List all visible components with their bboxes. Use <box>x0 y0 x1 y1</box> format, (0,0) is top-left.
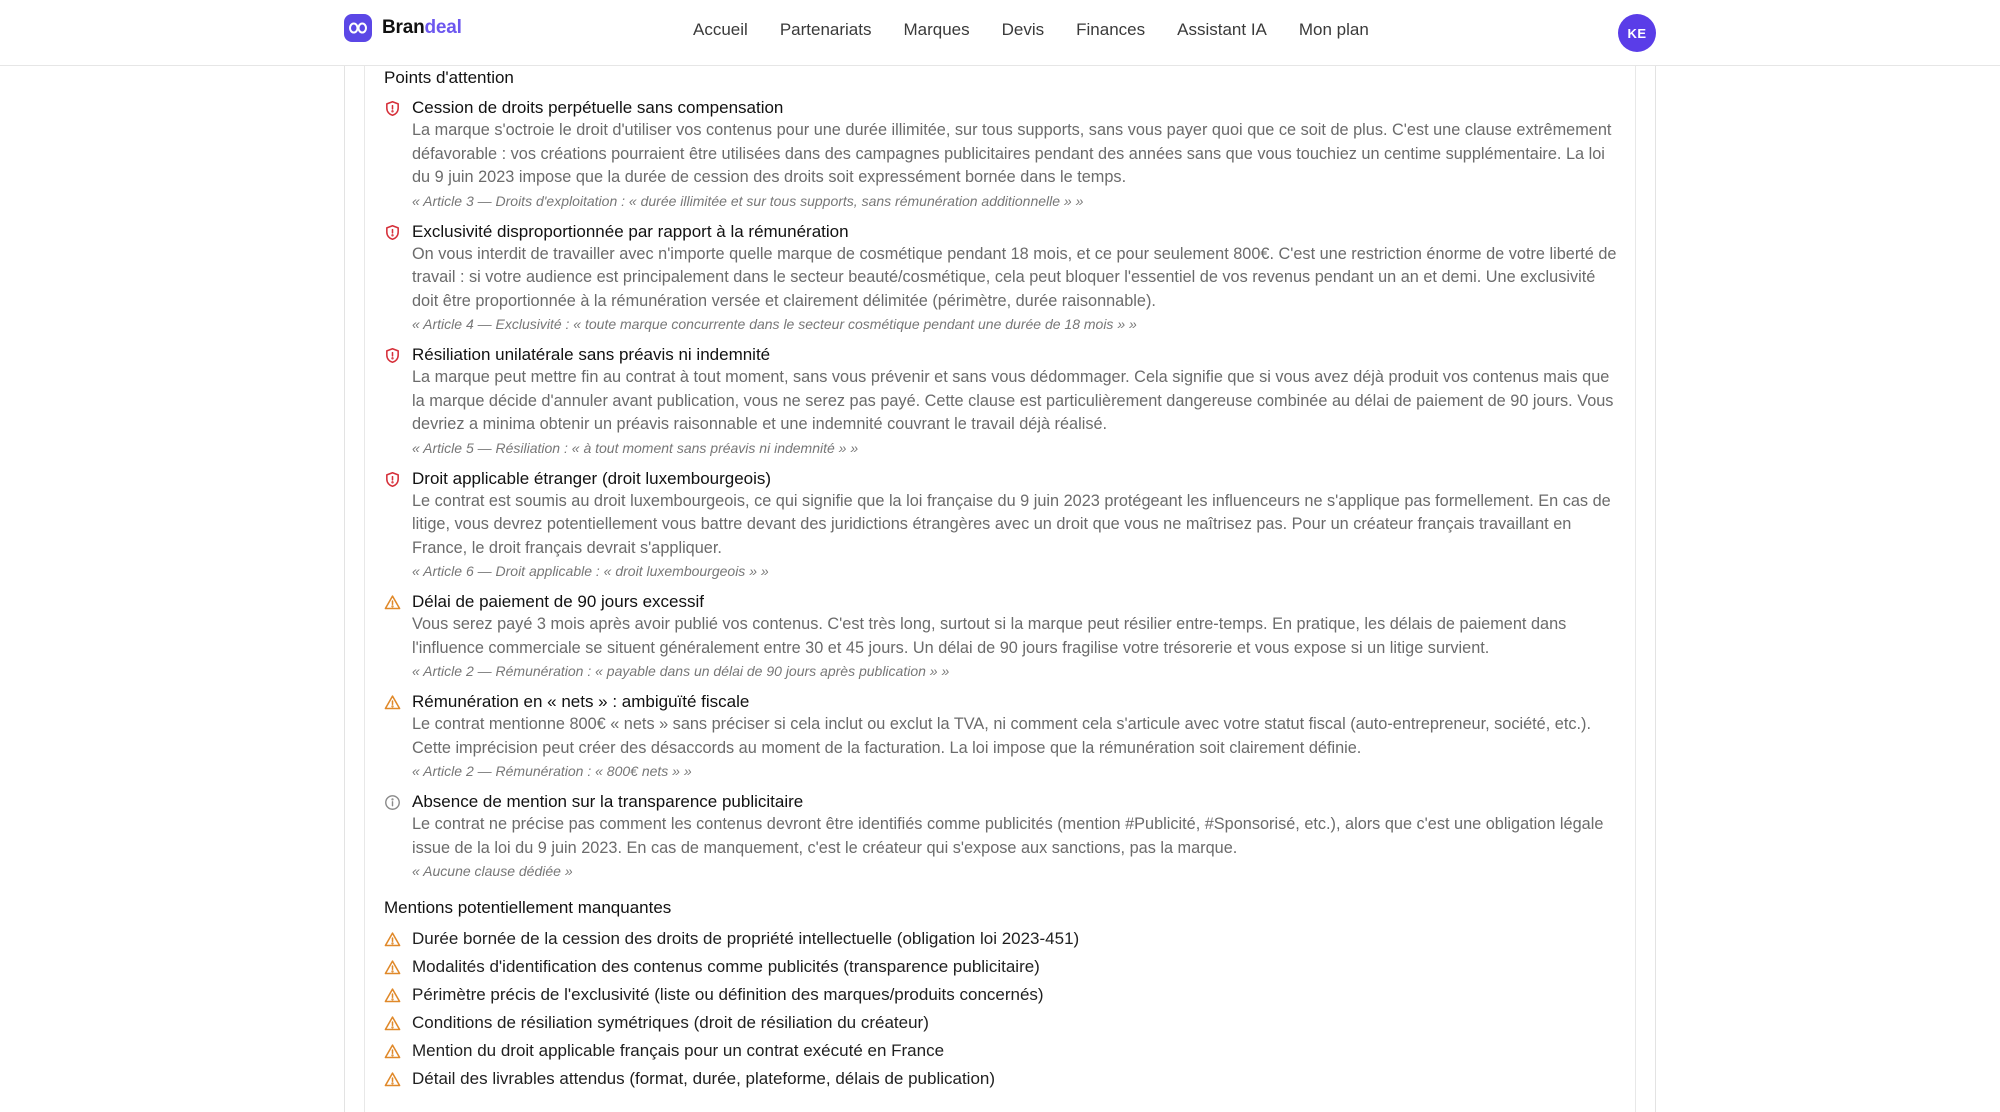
attention-point-description: La marque s'octroie le droit d'utiliser vos contenus pour une durée illimitée, sur tous supports, sans vous payer quoi que ce soit de plus. C'est une clause extrêmement défavorable : vos créations pourraient être utilisées dans des campagnes publicitaires pendant des années sans que vous touchiez un centime supplémentaire. La loi du 9 juin 2023 impose que la durée de cession des droits soit expressément bornée dans le temps. <box>412 121 1612 186</box>
missing-mention-item <box>384 1065 1624 1093</box>
attention-point-body <box>412 468 1624 582</box>
nav-item-assistant-ia[interactable]: Assistant IA <box>1177 20 1267 39</box>
attention-point <box>384 468 1624 582</box>
missing-mentions-list <box>384 925 1624 1093</box>
attention-point <box>384 97 1624 211</box>
attention-point-quote: « Article 2 — Rémunération : « payable dans un délai de 90 jours après publication » » <box>412 663 950 679</box>
missing-mention-text: Mention du droit applicable français pour un contrat exécuté en France <box>412 1041 945 1060</box>
attention-point <box>384 691 1624 781</box>
attention-point <box>384 344 1624 458</box>
missing-mention-text: Conditions de résiliation symétriques (droit de résiliation du créateur) <box>412 1013 929 1032</box>
attention-point-quote: « Article 5 — Résiliation : « à tout moment sans préavis ni indemnité » » <box>412 439 859 456</box>
nav-item-marques[interactable]: Marques <box>903 20 970 39</box>
attention-point <box>384 791 1624 881</box>
warning-triangle-icon <box>384 591 412 681</box>
warning-triangle-icon <box>384 931 412 948</box>
missing-mention-item <box>384 925 1624 953</box>
attention-point-description: Le contrat mentionne 800€ « nets » sans préciser si cela inclut ou exclut la TVA, ni comment cela s'articule avec votre statut fiscal (auto-entrepreneur, société, etc.). Cette imprécision peut créer des désaccords au moment de la facturation. La loi impose que la rémunération soit clairement définie. <box>412 715 1591 757</box>
main-nav <box>693 20 1369 40</box>
attention-point-description: Le contrat ne précise pas comment les contenus devront être identifiés comme publicités (mention #Publicité, #Sponsorisé, etc.), alors que c'est une obligation légale issue de la loi du 9 juin 2023. En cas de manquement, c'est le créateur qui s'expose aux sanctions, pas la marque. <box>412 815 1604 857</box>
top-navbar <box>0 0 2000 66</box>
attention-point-body <box>412 344 1624 458</box>
attention-points-list <box>384 97 1624 881</box>
attention-point-quote: « Article 3 — Droits d'exploitation : « durée illimitée et sur tous supports, sans rémunération additionnelle » » <box>412 192 1084 209</box>
missing-mention-text: Durée bornée de la cession des droits de propriété intellectuelle (obligation loi 2023-451) <box>412 929 1080 948</box>
attention-point-title: Absence de mention sur la transparence publicitaire <box>412 792 804 811</box>
attention-point-body <box>412 591 1624 681</box>
attention-point-body <box>412 691 1624 781</box>
info-circle-icon <box>384 791 412 881</box>
attention-point-quote: « Aucune clause dédiée » <box>412 863 573 879</box>
warning-triangle-icon <box>384 987 412 1004</box>
missing-mention-item <box>384 953 1624 981</box>
warning-triangle-icon <box>384 1043 412 1060</box>
shield-alert-icon <box>384 97 412 211</box>
attention-point-title: Cession de droits perpétuelle sans compensation <box>412 98 784 117</box>
attention-point-title: Exclusivité disproportionnée par rapport à la rémunération <box>412 221 849 241</box>
missing-mention-item <box>384 981 1624 1009</box>
attention-point-title: Rémunération en « nets » : ambiguïté fiscale <box>412 692 750 711</box>
warning-triangle-icon <box>384 1071 412 1088</box>
missing-mention-item <box>384 1009 1624 1037</box>
warning-triangle-icon <box>384 1015 412 1032</box>
missing-mention-item <box>384 1037 1624 1065</box>
nav-item-partenariats[interactable]: Partenariats <box>779 20 872 39</box>
attention-point-description: La marque peut mettre fin au contrat à tout moment, sans vous prévenir et sans vous dédommager. Cela signifie que si vous avez déjà produit vos contenus mais que la marque décide d'annuler avant publication, vous ne serez pas payé. Cette clause est particulièrement dangereuse combinée au délai de paiement de 90 jours. Vous devriez a minima obtenir un préavis raisonnable et une indemnité couvrant le travail déjà réalisé. <box>412 368 1614 433</box>
shield-alert-icon <box>384 344 412 458</box>
attention-point-description: Vous serez payé 3 mois après avoir publié vos contenus. C'est très long, surtout si la marque peut résilier entre-temps. En pratique, les délais de paiement dans l'influence commerciale se situent généralement entre 30 et 45 jours. Un délai de 90 jours fragilise votre trésorerie et vous expose si un litige survient. <box>412 615 1567 657</box>
attention-point-title: Résiliation unilatérale sans préavis ni indemnité <box>412 345 771 364</box>
nav-item-finances[interactable]: Finances <box>1076 20 1146 39</box>
attention-section-title: Points d'attention <box>384 68 514 87</box>
nav-item-devis[interactable]: Devis <box>1001 20 1045 39</box>
brand-logo-link[interactable] <box>344 14 462 42</box>
attention-point-quote: « Article 2 — Rémunération : « 800€ nets » » <box>412 763 692 779</box>
missing-mention-text: Périmètre précis de l'exclusivité (liste ou définition des marques/produits concernés) <box>412 985 1044 1004</box>
attention-point-description: Le contrat est soumis au droit luxembourgeois, ce qui signifie que la loi française du 9 juin 2023 protégeant les influenceurs ne s'applique pas formellement. En cas de litige, vous devrez potentiellement vous battre devant des juridictions étrangères avec un droit que vous ne maîtrisez pas. Pour un créateur français travaillant en France, le droit français devrait s'appliquer. <box>412 491 1611 557</box>
missing-mention-text: Détail des livrables attendus (format, durée, plateforme, délais de publication) <box>412 1069 996 1088</box>
attention-point-body <box>412 221 1624 335</box>
attention-point-description: On vous interdit de travailler avec n'importe quelle marque de cosmétique pendant 18 mois, et ce pour seulement 800€. C'est une restriction énorme de votre liberté de travail : si votre audience est principalement dans le secteur beauté/cosmétique, cela peut bloquer l'essentiel de vos revenus pendant un an et demi. Une exclusivité doit être proportionnée à la rémunération versée et clairement délimitée (périmètre, durée raisonnable). <box>412 244 1617 310</box>
warning-triangle-icon <box>384 691 412 781</box>
analysis-content <box>384 66 1624 1093</box>
attention-point-title: Délai de paiement de 90 jours excessif <box>412 592 704 611</box>
missing-section-title: Mentions potentiellement manquantes <box>384 898 672 917</box>
attention-point-body <box>412 97 1624 211</box>
attention-point <box>384 221 1624 335</box>
warning-triangle-icon <box>384 959 412 976</box>
user-avatar[interactable]: KE <box>1618 14 1656 52</box>
attention-point <box>384 591 1624 681</box>
brand-name: Brandeal <box>382 17 462 38</box>
nav-item-mon-plan[interactable]: Mon plan <box>1298 20 1369 39</box>
shield-alert-icon <box>384 221 412 335</box>
shield-alert-icon <box>384 468 412 582</box>
attention-point-quote: « Article 6 — Droit applicable : « droit luxembourgeois » » <box>412 563 769 579</box>
missing-mention-text: Modalités d'identification des contenus comme publicités (transparence publicitaire) <box>412 957 1040 976</box>
nav-item-accueil[interactable]: Accueil <box>693 20 748 39</box>
attention-point-quote: « Article 4 — Exclusivité : « toute marque concurrente dans le secteur cosmétique pendant une durée de 18 mois » » <box>412 316 1137 332</box>
attention-point-body <box>412 791 1624 881</box>
brand-logo-icon <box>344 14 372 42</box>
attention-point-title: Droit applicable étranger (droit luxembourgeois) <box>412 468 772 488</box>
